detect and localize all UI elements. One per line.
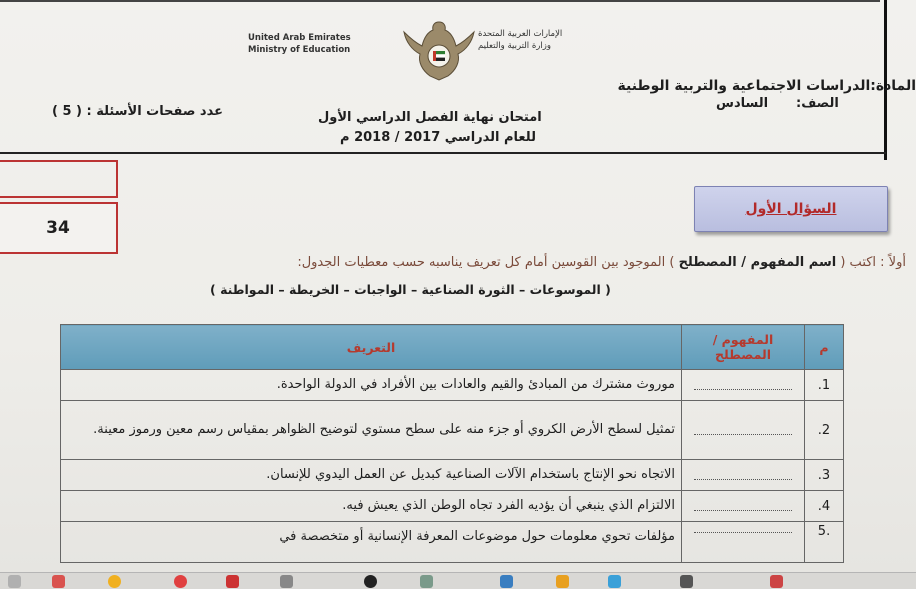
score-value: 34 — [46, 218, 70, 238]
instruction-text — [297, 255, 906, 270]
app-icon-1[interactable] — [8, 575, 21, 588]
col-header-term: المفهوم / المصطلح — [682, 325, 805, 370]
instruction-suffix: ) الموجود بين القوسين أمام كل تعريف يناسبه حسب معطيات الجدول: — [297, 255, 675, 270]
app-icon-12[interactable] — [680, 575, 693, 588]
app-icon-9[interactable] — [500, 575, 513, 588]
instruction-keyword: اسم المفهوم / المصطلح — [678, 255, 837, 270]
app-icon-7[interactable] — [364, 575, 377, 588]
ministry-ar-line2: وزارة التربية والتعليم — [478, 41, 551, 51]
table-row — [61, 522, 844, 563]
app-icon-4[interactable] — [174, 575, 187, 588]
answer-blank[interactable] — [682, 370, 805, 401]
col-header-num: م — [805, 325, 844, 370]
answer-blank[interactable] — [682, 460, 805, 491]
table-row — [61, 491, 844, 522]
table-header-row — [61, 325, 844, 370]
row-definition: تمثيل لسطح الأرض الكروي أو جزء منه على سطح مستوي لتوضيح الظواهر بمقياس رسم معين ورموز معينة. — [61, 401, 682, 460]
app-icon-8[interactable] — [420, 575, 433, 588]
table-row — [61, 460, 844, 491]
app-icon-3[interactable] — [108, 575, 121, 588]
ministry-name-ar — [478, 28, 562, 52]
row-definition: موروث مشترك من المبادئ والقيم والعادات بين الأفراد في الدولة الواحدة. — [61, 370, 682, 401]
score-box-total — [0, 160, 118, 198]
row-definition: الالتزام الذي ينبغي أن يؤديه الفرد تجاه الوطن الذي يعيش فيه. — [61, 491, 682, 522]
subject-title: المادة:الدراسات الاجتماعية والتربية الوطنية — [617, 78, 916, 94]
exam-title: امتحان نهاية الفصل الدراسي الأول — [318, 110, 542, 125]
question-title-button[interactable]: السؤال الأول — [694, 186, 888, 232]
uae-emblem-icon — [400, 18, 478, 84]
app-icon-13[interactable] — [770, 575, 783, 588]
term-options: ( الموسوعات – الثورة الصناعية – الواجبات – الخريطة – المواطنة ) — [210, 282, 611, 297]
row-number: .5 — [805, 522, 844, 563]
ministry-en-line1: United Arab Emirates — [248, 33, 351, 43]
taskbar — [0, 572, 916, 589]
grade-label: الصف: — [796, 96, 839, 111]
row-number: 3. — [805, 460, 844, 491]
row-number: 1. — [805, 370, 844, 401]
row-definition: الاتجاه نحو الإنتاج باستخدام الآلات الصناعية كبديل عن العمل اليدوي للإنسان. — [61, 460, 682, 491]
row-number: 2. — [805, 401, 844, 460]
ministry-en-line2: Ministry of Education — [248, 45, 351, 55]
table-row — [61, 401, 844, 460]
header-divider — [0, 152, 886, 154]
ministry-ar-line1: الإمارات العربية المتحدة — [478, 29, 563, 39]
instruction-prefix: أولاً : اكتب ( — [840, 255, 906, 270]
app-icon-10[interactable] — [556, 575, 569, 588]
app-icon-6[interactable] — [280, 575, 293, 588]
ministry-name-en — [248, 32, 351, 56]
row-number: 4. — [805, 491, 844, 522]
row-definition: مؤلفات تحوي معلومات حول موضوعات المعرفة الإنسانية أو متخصصة في — [61, 522, 682, 563]
table-row — [61, 370, 844, 401]
answer-blank[interactable] — [682, 522, 805, 563]
app-icon-2[interactable] — [52, 575, 65, 588]
score-box — [0, 202, 118, 254]
pages-count: عدد صفحات الأسئلة : ( 5 ) — [52, 104, 223, 119]
answer-blank[interactable] — [682, 401, 805, 460]
grade-value: السادس — [716, 96, 769, 111]
col-header-def: التعريف — [61, 325, 682, 370]
app-icon-5[interactable] — [226, 575, 239, 588]
definitions-table — [60, 324, 844, 563]
app-icon-11[interactable] — [608, 575, 621, 588]
top-border — [0, 0, 880, 2]
academic-year: للعام الدراسي 2017 / 2018 م — [340, 130, 536, 145]
answer-blank[interactable] — [682, 491, 805, 522]
